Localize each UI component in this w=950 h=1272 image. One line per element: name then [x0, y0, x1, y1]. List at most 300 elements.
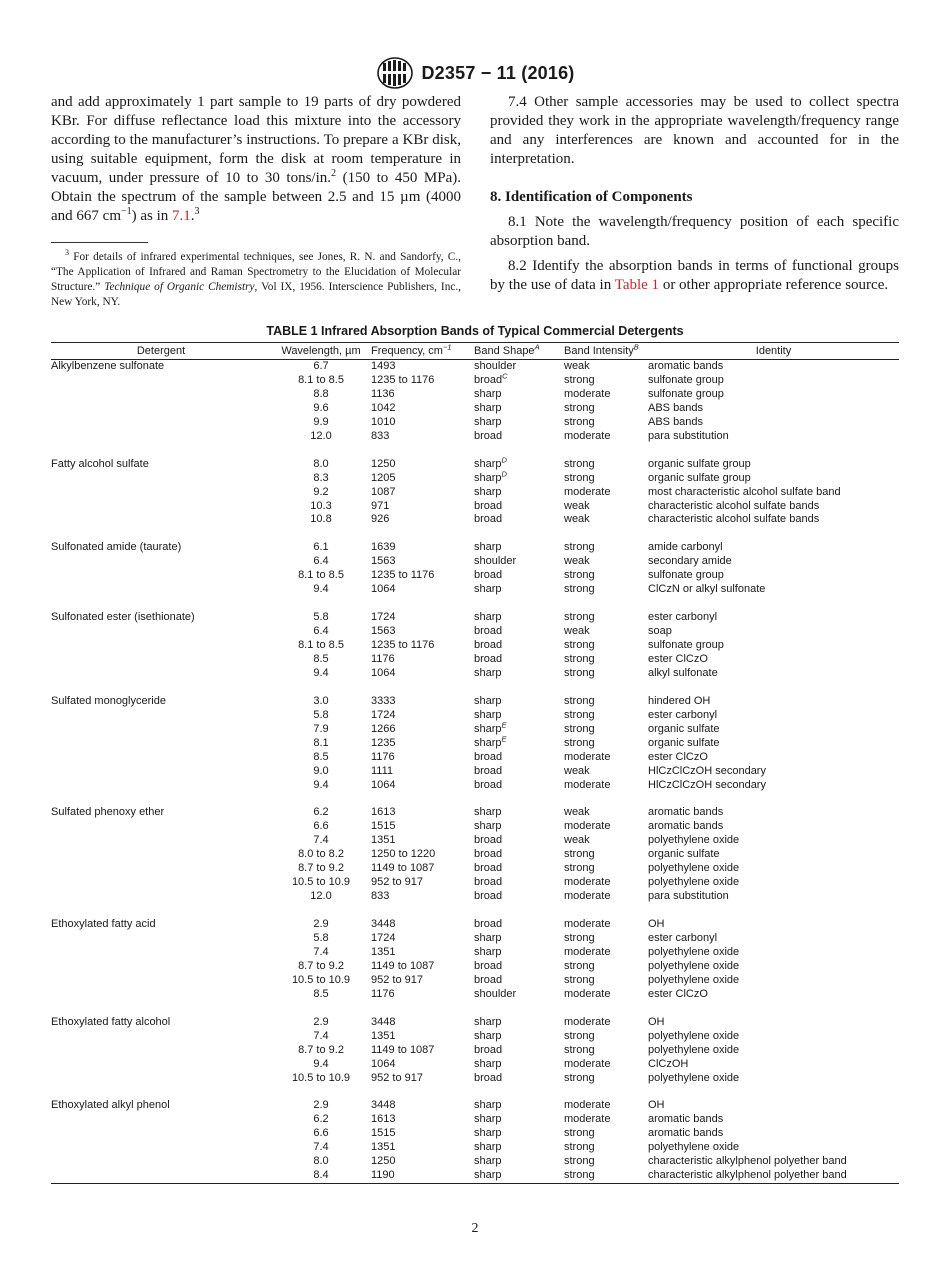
cell-wavelength — [271, 960, 371, 974]
cell-wavelength — [271, 751, 371, 765]
table-row — [51, 695, 899, 709]
cell-detergent: Ethoxylated fatty acid — [51, 918, 156, 931]
cell-wavelength — [271, 360, 371, 374]
cell-detergent — [51, 737, 271, 751]
cell-frequency: 1176 — [371, 652, 395, 665]
header-frequency: Frequency, $cm^{-1}$ — [371, 343, 474, 360]
cell-band-intensity: strong — [564, 583, 595, 596]
band-shape-value: sharp — [474, 457, 502, 470]
cell-wavelength — [271, 555, 371, 569]
cell-detergent — [51, 862, 271, 876]
cell-frequency: 1515 — [371, 820, 396, 833]
band-shape-value: broad — [474, 876, 503, 889]
wavelength-value: 2.9 — [313, 1015, 329, 1028]
cell-detergent: Sulfonated ester (isethionate) — [51, 611, 195, 624]
cell-identity: sulfonate group — [648, 387, 724, 400]
wavelength-value: 8.7 to 9.2 — [298, 862, 344, 875]
wavelength-value: 7.4 — [313, 834, 329, 847]
table-row — [51, 946, 899, 960]
cell-identity: aromatic bands — [648, 1127, 724, 1140]
table-header-row — [51, 343, 899, 360]
cell-frequency: 1613 — [371, 1113, 396, 1126]
cell-frequency: 1724 — [371, 931, 396, 944]
cell-detergent — [51, 779, 271, 793]
band-shape-value: broad — [474, 959, 503, 972]
cell-wavelength — [271, 1155, 371, 1169]
cell-band-intensity: weak — [564, 834, 590, 847]
wavelength-value: 12.0 — [310, 429, 332, 442]
cell-detergent — [51, 1141, 271, 1155]
spacer-cell — [51, 792, 899, 806]
cell-identity: characteristic alcohol sulfate bands — [648, 499, 820, 512]
band-shape-value: sharp — [474, 541, 502, 554]
cell-band-intensity: strong — [564, 736, 595, 749]
cell-identity: ester carbonyl — [648, 611, 718, 624]
wavelength-value: 2.9 — [313, 918, 329, 931]
wavelength-value: 10.5 to 10.9 — [291, 876, 351, 889]
band-shape-value: sharp — [474, 583, 502, 596]
cell-band-shape — [474, 1141, 564, 1155]
cell-identity: hindered OH — [648, 694, 711, 707]
table-row — [51, 848, 899, 862]
table-row — [51, 988, 899, 1002]
table-group-spacer — [51, 681, 899, 695]
table-row — [51, 974, 899, 988]
spacer-cell — [51, 527, 899, 541]
cell-identity: ester ClCzO — [648, 987, 708, 1000]
table-row — [51, 611, 899, 625]
cell-band-intensity: weak — [564, 360, 590, 372]
cell-wavelength — [271, 765, 371, 779]
cell-band-intensity: strong — [564, 1043, 595, 1056]
table-row — [51, 569, 899, 583]
cell-band-shape — [474, 709, 564, 723]
cell-band-intensity: moderate — [564, 750, 611, 763]
band-shape-value: broad — [474, 625, 503, 638]
cell-wavelength — [271, 625, 371, 639]
cell-detergent — [51, 988, 271, 1002]
band-shape-value: sharp — [474, 1155, 502, 1168]
band-shape-value: broad — [474, 890, 503, 903]
cell-detergent: Ethoxylated alkyl phenol — [51, 1099, 170, 1112]
cell-frequency: 1351 — [371, 945, 396, 958]
table-title: TABLE 1 Infrared Absorption Bands of Typical Commercial Detergents — [266, 324, 684, 338]
cell-identity: polyethylene oxide — [648, 1043, 740, 1056]
cell-frequency: 1351 — [371, 1141, 396, 1154]
cell-band-shape — [474, 1044, 564, 1058]
band-shape-value: sharp — [474, 708, 502, 721]
wavelength-value: 8.5 — [313, 750, 329, 763]
cell-detergent — [51, 402, 271, 416]
band-shape-value: broad — [474, 513, 503, 526]
cell-detergent — [51, 555, 271, 569]
cell-band-shape — [474, 667, 564, 681]
cell-wavelength — [271, 500, 371, 514]
cell-band-intensity: moderate — [564, 485, 611, 498]
cell-band-shape — [474, 751, 564, 765]
band-shape-value: sharp — [474, 666, 502, 679]
cell-detergent — [51, 1058, 271, 1072]
cell-band-intensity: moderate — [564, 820, 611, 833]
cell-identity: polyethylene oxide — [648, 945, 740, 958]
cell-identity: polyethylene oxide — [648, 1141, 740, 1154]
cell-band-shape — [474, 402, 564, 416]
cell-detergent — [51, 723, 271, 737]
table-row — [51, 918, 899, 932]
cell-wavelength — [271, 862, 371, 876]
band-shape-value: sharp — [474, 806, 502, 819]
cell-band-shape — [474, 360, 564, 374]
table-row — [51, 541, 899, 555]
wavelength-value: 10.8 — [310, 513, 332, 526]
cell-identity: ester carbonyl — [648, 708, 718, 721]
cell-frequency: 3448 — [371, 1099, 396, 1112]
wavelength-value: 8.0 to 8.2 — [298, 848, 344, 861]
cell-wavelength — [271, 820, 371, 834]
cell-detergent — [51, 1169, 271, 1183]
band-shape-value: broad — [474, 569, 503, 582]
cell-wavelength — [271, 1099, 371, 1113]
cell-wavelength — [271, 932, 371, 946]
cell-frequency: 1351 — [371, 1029, 396, 1042]
cell-wavelength — [271, 1141, 371, 1155]
wavelength-value: 8.1 — [313, 736, 329, 749]
cell-wavelength — [271, 1127, 371, 1141]
cell-detergent: Sulfated phenoxy ether — [51, 806, 165, 819]
cell-identity: aromatic bands — [648, 806, 724, 819]
wavelength-value: 12.0 — [310, 890, 332, 903]
table-row — [51, 360, 899, 374]
cell-wavelength — [271, 834, 371, 848]
cell-band-shape — [474, 946, 564, 960]
band-shape-value: broad — [474, 1043, 503, 1056]
table-row — [51, 402, 899, 416]
band-shape-value: sharp — [474, 611, 502, 624]
cell-identity: characteristic alcohol sulfate bands — [648, 513, 820, 526]
cell-identity: OH — [648, 1015, 665, 1028]
cell-frequency: 833 — [371, 890, 390, 903]
cell-frequency: 1235 — [371, 736, 396, 749]
table-row — [51, 1058, 899, 1072]
table-row — [51, 876, 899, 890]
cell-wavelength — [271, 639, 371, 653]
cell-band-shape — [474, 555, 564, 569]
wavelength-value: 8.0 — [313, 1155, 329, 1168]
band-shape-value: sharp — [474, 387, 502, 400]
cell-band-shape — [474, 371, 564, 388]
cell-band-intensity: moderate — [564, 945, 611, 958]
band-shape-value: sharp — [474, 820, 502, 833]
table-row — [51, 500, 899, 514]
cell-detergent: Fatty alcohol sulfate — [51, 457, 149, 470]
band-shape-value: broad — [474, 639, 503, 652]
cell-frequency: 1136 — [371, 387, 395, 400]
band-shape-value: broad — [474, 764, 503, 777]
footnote-marker: E — [501, 720, 507, 730]
cell-band-shape — [474, 1155, 564, 1169]
cell-band-shape — [474, 639, 564, 653]
cell-identity: characteristic alkylphenol polyether band — [648, 1169, 899, 1183]
table-row — [51, 1113, 899, 1127]
band-shape-value: shoulder — [474, 987, 517, 1000]
cell-wavelength — [271, 1113, 371, 1127]
wavelength-value: 9.4 — [313, 1057, 329, 1070]
cell-identity: ester ClCzO — [648, 750, 708, 763]
cell-frequency: 1010 — [371, 415, 396, 428]
cell-wavelength — [271, 737, 371, 751]
table-row — [51, 625, 899, 639]
table-row — [51, 486, 899, 500]
cell-detergent — [51, 709, 271, 723]
cell-band-intensity: moderate — [564, 876, 611, 889]
cell-identity: HlCzClCzOH secondary — [648, 764, 766, 777]
cell-frequency: 3448 — [371, 918, 396, 931]
cell-band-shape — [474, 611, 564, 625]
band-shape-value: broad — [474, 499, 503, 512]
wavelength-value: 9.2 — [313, 485, 329, 498]
cell-frequency: 1149 to 1087 — [371, 959, 435, 972]
cell-band-shape — [474, 834, 564, 848]
table-group-spacer — [51, 527, 899, 541]
band-shape-value: sharp — [474, 722, 502, 735]
cell-band-intensity: strong — [564, 639, 595, 652]
standard-designation: D2357 − 11 (2016) — [421, 62, 575, 83]
cell-band-intensity: strong — [564, 373, 595, 386]
spacer-cell — [51, 444, 899, 458]
cell-identity: soap — [648, 625, 672, 638]
cell-wavelength — [271, 388, 371, 402]
cell-frequency: 1235 to 1176 — [371, 639, 435, 652]
cell-band-intensity: strong — [564, 652, 595, 665]
cell-wavelength — [271, 374, 371, 388]
wavelength-value: 6.1 — [313, 541, 329, 554]
table-row — [51, 737, 899, 751]
cell-detergent — [51, 625, 271, 639]
cell-identity: polyethylene oxide — [648, 834, 740, 847]
cell-identity: para substitution — [648, 429, 729, 442]
paragraph-sample-prep: and add approximately 1 part sample to 19 parts of dry powdered KBr. For diffuse reflectance load this mixture into the accessory according to the manufacturer’s instructions. To prepare a KBr disk, using suitable equipment, form the disk at room temperature in vacuum, under pressure of 10 to 30 tons/in.$^2$ (150 to 450 MPa). Obtain the spectrum of the sample between 2.5 and 15 µm (4000 and 667 $cm^{-1}$) as in 7.1.$^3$ — [51, 94, 462, 224]
cell-band-intensity: strong — [564, 1169, 648, 1183]
left-column — [51, 93, 461, 226]
wavelength-value: 10.5 to 10.9 — [291, 973, 351, 986]
cell-frequency: 3333 — [371, 694, 396, 707]
cell-band-intensity: strong — [564, 708, 595, 721]
cell-detergent: Sulfonated amide (taurate) — [51, 541, 182, 554]
wavelength-value: 9.4 — [313, 778, 329, 791]
paragraph-8-2: 8.2 Identify the absorption bands in terms of functional groups by the use of data in Table 1 or other appropriate reference source. — [490, 258, 899, 293]
cell-frequency: 1613 — [371, 806, 396, 819]
wavelength-value: 5.8 — [313, 931, 329, 944]
table-row — [51, 388, 899, 402]
table-row — [51, 723, 899, 737]
cell-frequency: 1493 — [371, 360, 396, 372]
page-number: 2 — [471, 1221, 479, 1236]
cell-detergent — [51, 667, 271, 681]
link-section-7-1[interactable]: 7.1 — [172, 208, 191, 224]
cell-detergent: Ethoxylated fatty alcohol — [51, 1015, 171, 1028]
table-row — [51, 1030, 899, 1044]
cell-wavelength — [271, 430, 371, 444]
cell-band-shape — [474, 455, 564, 472]
cell-band-intensity: moderate — [564, 1057, 611, 1070]
wavelength-value: 8.0 — [313, 457, 329, 470]
band-shape-value: broad — [474, 429, 503, 442]
cell-detergent — [51, 946, 271, 960]
band-shape-value: shoulder — [474, 555, 517, 568]
cell-detergent — [51, 960, 271, 974]
cell-frequency: 1235 to 1176 — [371, 373, 435, 386]
band-shape-value: broad — [474, 778, 503, 791]
cell-identity: most characteristic alcohol sulfate band — [648, 485, 841, 498]
cell-band-intensity: moderate — [564, 387, 611, 400]
cell-frequency: 926 — [371, 513, 390, 526]
cell-band-intensity: strong — [564, 541, 595, 554]
cell-band-intensity: strong — [564, 1155, 595, 1168]
wavelength-value: 8.1 to 8.5 — [298, 373, 344, 386]
cell-band-intensity: moderate — [564, 1099, 611, 1112]
cell-band-intensity: strong — [564, 973, 595, 986]
wavelength-value: 9.4 — [313, 666, 329, 679]
band-shape-value: broad — [474, 848, 503, 861]
cell-wavelength — [271, 458, 371, 472]
cell-frequency: 952 to 917 — [371, 973, 423, 986]
cell-band-intensity: weak — [564, 806, 590, 819]
cell-identity: alkyl sulfonate — [648, 666, 718, 679]
footnote-marker: E — [501, 734, 507, 744]
cell-identity: aromatic bands — [648, 820, 724, 833]
table-row — [51, 820, 899, 834]
footnote-3: $^3$ For details of infrared experimental techniques, see Jones, R. N. and Sandorfy, C., “The Application of Infrared and Raman Spectrometry to the Elucidation of Molecular Structure.” Technique of Organic Chemistry, Vol IX, 1956. Interscience Publishers, Inc., New York, NY. — [51, 248, 462, 308]
paragraph-8-1: 8.1 Note the wavelength/frequency position of each specific absorption band. — [490, 214, 899, 249]
cell-band-shape — [474, 1016, 564, 1030]
cell-detergent — [51, 765, 271, 779]
spacer-cell — [51, 1002, 899, 1016]
cell-wavelength — [271, 1058, 371, 1072]
cell-detergent — [51, 486, 271, 500]
cell-frequency: 952 to 917 — [371, 1071, 423, 1084]
table-row — [51, 1099, 899, 1113]
cell-detergent — [51, 472, 271, 486]
cell-band-intensity: strong — [564, 1141, 595, 1154]
cell-frequency: 971 — [371, 499, 390, 512]
cell-detergent — [51, 639, 271, 653]
cell-band-shape — [474, 806, 564, 820]
cell-frequency: 1087 — [371, 485, 396, 498]
footnote-divider — [51, 242, 148, 243]
cell-detergent — [51, 513, 271, 527]
cell-wavelength — [271, 402, 371, 416]
cell-band-shape — [474, 765, 564, 779]
table-row — [51, 709, 899, 723]
table-row — [51, 639, 899, 653]
cell-identity: organic sulfate — [648, 722, 720, 735]
band-shape-value: broad — [474, 834, 503, 847]
wavelength-value: 8.7 to 9.2 — [298, 959, 344, 972]
band-shape-value: broad — [474, 918, 503, 931]
cell-frequency: 3448 — [371, 1015, 396, 1028]
cell-band-shape — [474, 541, 564, 555]
cell-identity: secondary amide — [648, 555, 732, 568]
cell-identity: organic sulfate — [648, 736, 720, 749]
table-row — [51, 1072, 899, 1086]
cell-band-shape — [474, 918, 564, 932]
cell-frequency: 1149 to 1087 — [371, 1043, 435, 1056]
cell-frequency: 1563 — [371, 625, 396, 638]
wavelength-value: 6.6 — [313, 1127, 329, 1140]
section-8-title: 8. Identification of Components — [490, 189, 693, 205]
band-shape-value: sharp — [474, 1169, 502, 1182]
band-shape-value: broad — [474, 973, 503, 986]
cell-wavelength — [271, 569, 371, 583]
table-group-spacer — [51, 597, 899, 611]
astm-logo-icon — [375, 56, 415, 90]
cell-wavelength — [271, 486, 371, 500]
cell-detergent — [51, 932, 271, 946]
link-table-1[interactable]: Table 1 — [614, 277, 660, 293]
table-row — [51, 890, 899, 904]
table-row — [51, 960, 899, 974]
cell-detergent — [51, 653, 271, 667]
cell-band-shape — [474, 513, 564, 527]
cell-band-shape — [474, 625, 564, 639]
cell-band-intensity: weak — [564, 625, 590, 638]
table-row — [51, 1169, 899, 1183]
table-group-spacer — [51, 1085, 899, 1099]
cell-detergent — [51, 890, 271, 904]
table-row — [51, 555, 899, 569]
table-row — [51, 1141, 899, 1155]
cell-band-shape — [474, 1072, 564, 1086]
cell-identity: ABS bands — [648, 401, 704, 414]
cell-detergent — [51, 500, 271, 514]
band-shape-value: broad — [474, 652, 503, 665]
band-shape-value: sharp — [474, 415, 502, 428]
cell-frequency: 1235 to 1176 — [371, 569, 435, 582]
paragraph-7-4: 7.4 Other sample accessories may be used to collect spectra provided they work in the appropriate wavelength/frequency range and any interferences are known and accounted for in the interpretation. — [490, 94, 899, 167]
cell-band-intensity: moderate — [564, 429, 611, 442]
cell-band-intensity: weak — [564, 499, 590, 512]
cell-band-shape — [474, 974, 564, 988]
table-row — [51, 583, 899, 597]
cell-frequency: 1724 — [371, 611, 396, 624]
cell-band-shape — [474, 734, 564, 751]
right-column — [490, 93, 899, 295]
cell-detergent — [51, 374, 271, 388]
cell-frequency: 1064 — [371, 778, 396, 791]
cell-band-intensity: weak — [564, 764, 590, 777]
cell-identity: sulfonate group — [648, 373, 724, 386]
cell-detergent — [51, 1127, 271, 1141]
cell-detergent — [51, 1044, 271, 1058]
cell-band-intensity: strong — [564, 569, 595, 582]
wavelength-value: 8.7 to 9.2 — [298, 1043, 344, 1056]
table-container — [51, 342, 899, 1184]
table-row — [51, 1016, 899, 1030]
cell-band-intensity: moderate — [564, 987, 611, 1000]
band-shape-value: broad — [474, 750, 503, 763]
cell-identity: ester carbonyl — [648, 931, 718, 944]
cell-detergent: Alkylbenzene sulfonate — [51, 360, 165, 372]
band-shape-value: sharp — [474, 471, 502, 484]
cell-band-intensity: moderate — [564, 918, 611, 931]
cell-wavelength — [271, 779, 371, 793]
cell-frequency: 1176 — [371, 987, 395, 1000]
cell-band-intensity: strong — [564, 694, 595, 707]
cell-wavelength — [271, 1169, 371, 1183]
wavelength-value: 9.9 — [313, 415, 329, 428]
cell-band-shape — [474, 653, 564, 667]
cell-band-shape — [474, 960, 564, 974]
